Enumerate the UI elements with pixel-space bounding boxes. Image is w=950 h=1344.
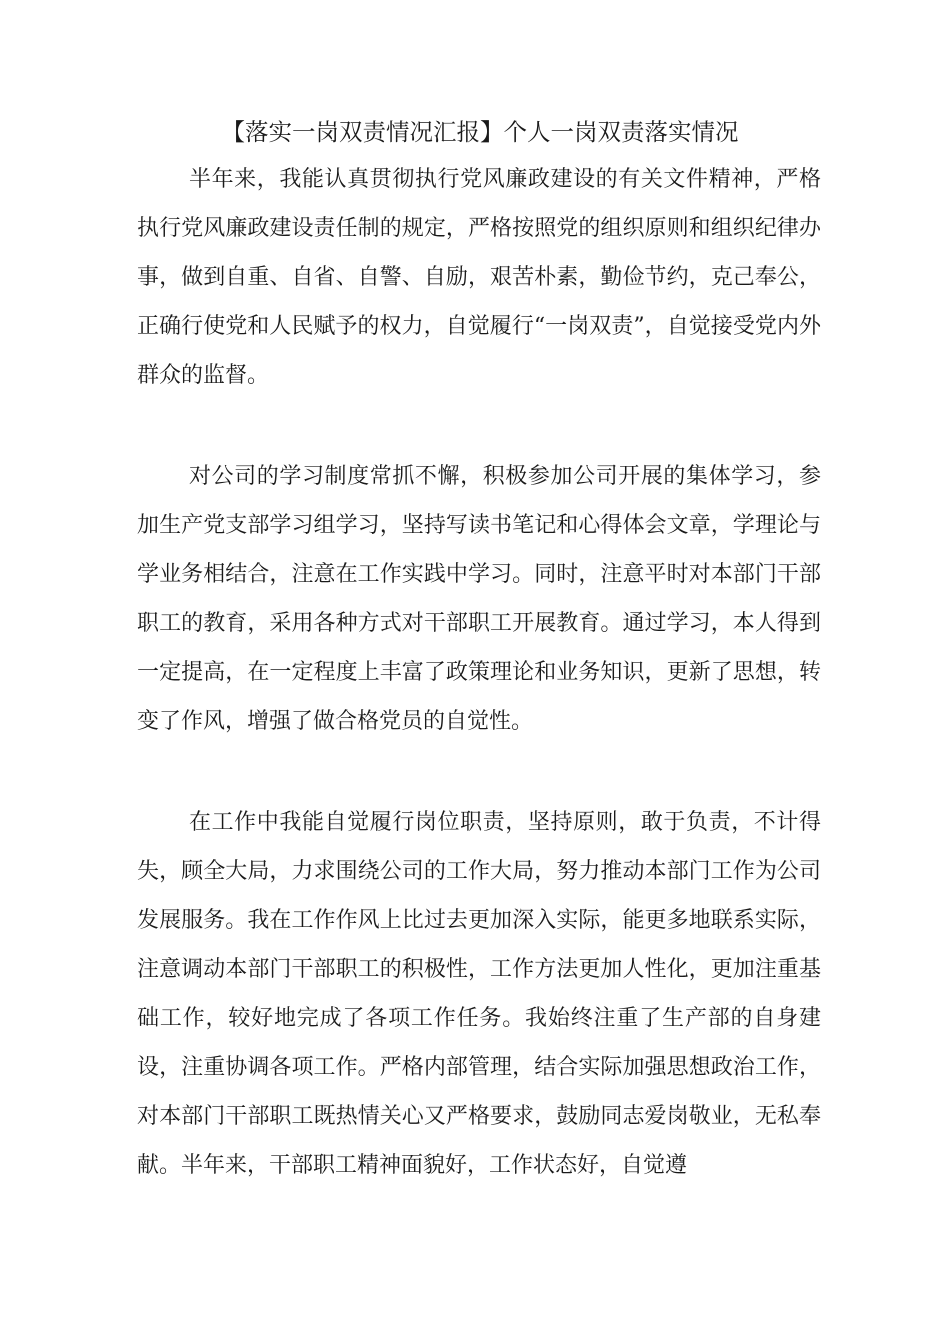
paragraph-3: 在工作中我能自觉履行岗位职责，坚持原则，敢于负责，不计得失，顾全大局，力求围绕公司的工作大局，努力推动本部门工作为公司发展服务。我在工作作风上比过去更加深入实际，能更多地联系实际，注意调动本部门干部职工的积极性，工作方法更加人性化，更加注重基础工作，较好地完成了各项工作任务。我始终注重了生产部的自身建设，注重协调各项工作。严格内部管理，结合实际加强思想政治工作，对本部门干部职工既热情关心又严格要求，鼓励同志爱岗敬业，无私奉献。半年来，干部职工精神面貌好，工作状态好，自觉遵 <box>137 810 821 1178</box>
document-title: 【落实一岗双责情况汇报】个人一岗双责落实情况 <box>221 118 739 146</box>
paragraph-2: 对公司的学习制度常抓不懈，积极参加公司开展的集体学习，参加生产党支部学习组学习，坚持写读书笔记和心得体会文章，学理论与学业务相结合，注意在工作实践中学习。同时，注意平时对本部门干部职工的教育，采用各种方式对干部职工开展教育。通过学习，本人得到一定提高，在一定程度上丰富了政策理论和业务知识，更新了思想，转变了作风，增强了做合格党员的自觉性。 <box>137 464 821 734</box>
paragraph-1: 半年来，我能认真贯彻执行党风廉政建设的有关文件精神，严格执行党风廉政建设责任制的规定，严格按照党的组织原则和组织纪律办事，做到自重、自省、自警、自励，艰苦朴素，勤俭节约，克己奉公，正确行使党和人民赋予的权力，自觉履行“一岗双责”，自觉接受党内外群众的监督。 <box>137 167 821 388</box>
